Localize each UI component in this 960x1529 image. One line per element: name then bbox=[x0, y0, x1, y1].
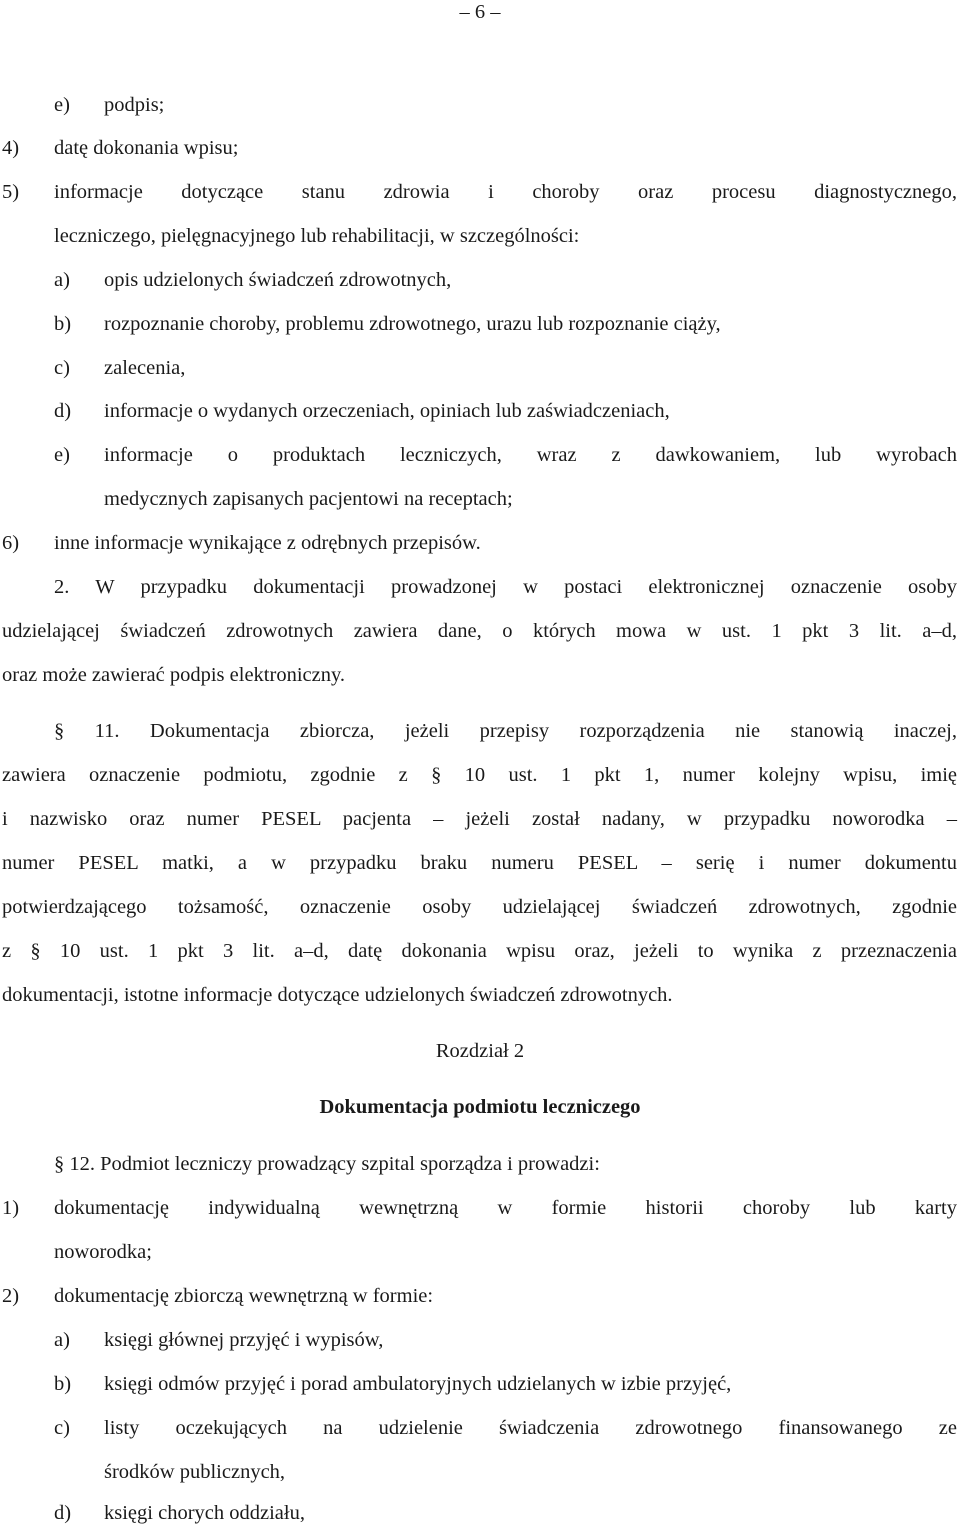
item-label: d) bbox=[54, 400, 72, 422]
point-label: 4) bbox=[2, 137, 20, 159]
item-text-continued: środków publicznych, bbox=[104, 1461, 286, 1483]
item-text: podpis; bbox=[104, 94, 165, 116]
item-text-continued: medycznych zapisanych pacjentowi na receptach; bbox=[104, 488, 513, 510]
paragraph-line: oraz może zawierać podpis elektroniczny. bbox=[2, 664, 346, 686]
item-text: księgi chorych oddziału, bbox=[104, 1502, 305, 1524]
point-text-continued: noworodka; bbox=[54, 1241, 152, 1263]
point-label: 5) bbox=[2, 181, 20, 203]
page-number: – 6 – bbox=[459, 1, 501, 23]
item-text: księgi odmów przyjęć i porad ambulatoryjnych udzielanych w izbie przyjęć, bbox=[104, 1373, 732, 1395]
item-text: informacje o produktach leczniczych, wraz z dawkowaniem, lub wyrobach bbox=[104, 444, 957, 466]
section-11-line: dokumentacji, istotne informacje dotyczące udzielonych świadczeń zdrowotnych. bbox=[2, 984, 673, 1006]
point-text: informacje dotyczące stanu zdrowia i choroby oraz procesu diagnostycznego, bbox=[54, 181, 957, 203]
chapter-title: Dokumentacja podmiotu leczniczego bbox=[319, 1096, 641, 1118]
item-label: a) bbox=[54, 1329, 70, 1351]
point-text-continued: leczniczego, pielęgnacyjnego lub rehabilitacji, w szczególności: bbox=[54, 225, 580, 247]
section-11-line: § 11. Dokumentacja zbiorcza, jeżeli przepisy rozporządzenia nie stanowią inaczej, bbox=[54, 720, 957, 742]
item-text: listy oczekujących na udzielenie świadczenia zdrowotnego finansowanego ze bbox=[104, 1417, 957, 1439]
item-text: opis udzielonych świadczeń zdrowotnych, bbox=[104, 269, 452, 291]
section-11-line: i nazwisko oraz numer PESEL pacjenta – jeżeli został nadany, w przypadku noworodka – bbox=[2, 808, 957, 830]
item-label: e) bbox=[54, 94, 70, 116]
section-12-intro: § 12. Podmiot leczniczy prowadzący szpital sporządza i prowadzi: bbox=[54, 1153, 600, 1175]
point-text: inne informacje wynikające z odrębnych przepisów. bbox=[54, 532, 481, 554]
paragraph-line: udzielającej świadczeń zdrowotnych zawiera dane, o których mowa w ust. 1 pkt 3 lit. a–d, bbox=[2, 620, 957, 642]
item-text: rozpoznanie choroby, problemu zdrowotnego, urazu lub rozpoznanie ciąży, bbox=[104, 313, 721, 335]
item-label: b) bbox=[54, 313, 72, 335]
point-label: 6) bbox=[2, 532, 20, 554]
item-text: księgi głównej przyjęć i wypisów, bbox=[104, 1329, 384, 1351]
section-11-line: numer PESEL matki, a w przypadku braku numeru PESEL – serię i numer dokumentu bbox=[2, 852, 957, 874]
point-label: 2) bbox=[2, 1285, 20, 1307]
section-11-line: z § 10 ust. 1 pkt 3 lit. a–d, datę dokonania wpisu oraz, jeżeli to wynika z przeznaczenia bbox=[2, 940, 957, 962]
item-label: e) bbox=[54, 444, 70, 466]
point-text: dokumentację indywidualną wewnętrzną w formie historii choroby lub karty bbox=[54, 1197, 957, 1219]
point-text: dokumentację zbiorczą wewnętrzną w formie: bbox=[54, 1285, 434, 1307]
item-text: zalecenia, bbox=[104, 357, 186, 379]
paragraph-line: 2. W przypadku dokumentacji prowadzonej w postaci elektronicznej oznaczenie osoby bbox=[54, 576, 957, 598]
item-label: d) bbox=[54, 1502, 72, 1524]
section-11-line: zawiera oznaczenie podmiotu, zgodnie z § 10 ust. 1 pkt 1, numer kolejny wpisu, imię bbox=[2, 764, 957, 786]
item-label: c) bbox=[54, 357, 70, 379]
item-label: c) bbox=[54, 1417, 70, 1439]
point-text: datę dokonania wpisu; bbox=[54, 137, 239, 159]
item-label: a) bbox=[54, 269, 70, 291]
chapter-number: Rozdział 2 bbox=[435, 1040, 525, 1062]
point-label: 1) bbox=[2, 1197, 20, 1219]
section-11-line: potwierdzającego tożsamość, oznaczenie osoby udzielającej świadczeń zdrowotnych, zgodnie bbox=[2, 896, 957, 918]
item-label: b) bbox=[54, 1373, 72, 1395]
item-text: informacje o wydanych orzeczeniach, opiniach lub zaświadczeniach, bbox=[104, 400, 670, 422]
